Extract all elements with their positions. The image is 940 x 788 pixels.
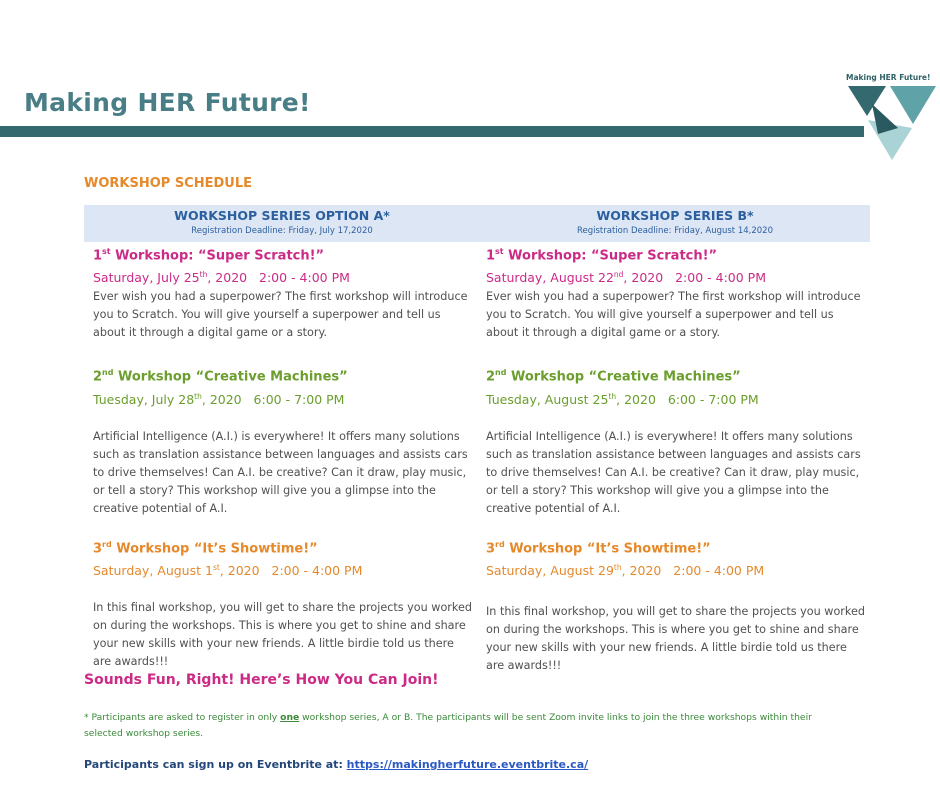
workshop-title: 1st Workshop: “Super Scratch!” [486,247,718,264]
join-heading: Sounds Fun, Right! Here’s How You Can Join! [84,672,439,688]
page-title: Making HER Future! [24,88,311,117]
series-b-deadline: Registration Deadline: Friday, August 14,2020 [576,226,773,236]
workshop-2 [93,364,475,517]
series-b-header [480,205,870,242]
header-bar [0,126,864,137]
logo-icon [838,84,938,160]
series-a-heading: WORKSHOP SERIES OPTION A* [174,208,390,223]
workshop-title: 1st Workshop: “Super Scratch!” [93,247,325,264]
workshop-date: Saturday, August 1st, 2020 2:00 - 4:00 PM [93,563,363,579]
eventbrite-link[interactable]: https://makingherfuture.eventbrite.ca/ [346,758,589,771]
workshop-description: In this final workshop, you will get to share the projects you worked on during the workshops. This is where you get to shine and share your new skills with your new friends. A little birdie told us there are awards!!! [486,605,865,673]
series-a-deadline: Registration Deadline: Friday, July 17,2020 [191,226,373,236]
signup-line: Participants can sign up on Eventbrite at: https://makingherfuture.eventbrite.ca/ [84,758,589,771]
workshop-3 [486,536,868,675]
series-b-column [486,243,868,675]
series-a-column [93,243,475,671]
workshop-description: Ever wish you had a superpower? The first workshop will introduce you to Scratch. You will give yourself a superpower and tell us about it through a digital game or a story. [93,290,468,340]
workshop-1 [93,243,475,342]
workshop-description: Artificial Intelligence (A.I.) is everywhere! It offers many solutions such as translation assistance between languages and assists cars to drive themselves! Can A.I. be creative? Can it draw, play music, or tell a story? This workshop will give you a glimpse into the creative potential of A.I. [93,429,468,515]
workshop-title: 3rd Workshop “It’s Showtime!” [486,539,711,557]
workshop-title: 2nd Workshop “Creative Machines” [486,368,741,385]
section-title: WORKSHOP SCHEDULE [84,176,252,191]
workshop-description: Artificial Intelligence (A.I.) is everywhere! It offers many solutions such as translation assistance between languages and assists cars to drive themselves! Can A.I. be creative? Can it draw, play music, or tell a story? This workshop will give you a glimpse into the creative potential of A.I. [486,429,861,515]
registration-note: * Participants are asked to register in only one workshop series, A or B. The participants will be sent Zoom invite links to join the three workshops within their selected workshop series. [84,712,812,739]
workshop-date: Saturday, July 25th, 2020 2:00 - 4:00 PM [93,270,350,286]
workshop-date: Tuesday, July 28th, 2020 6:00 - 7:00 PM [93,391,345,407]
workshop-date: Saturday, August 22nd, 2020 2:00 - 4:00 PM [486,270,766,286]
workshop-description: In this final workshop, you will get to share the projects you worked on during the workshops. This is where you get to shine and share your new skills with your new friends. A little birdie told us there are awards!!! [93,601,472,669]
workshop-date: Tuesday, August 25th, 2020 6:00 - 7:00 PM [486,391,759,407]
workshop-1 [486,243,868,342]
workshop-date: Saturday, August 29th, 2020 2:00 - 4:00 PM [486,563,765,579]
workshop-2 [486,364,868,517]
note-emphasis: one [280,712,300,723]
workshop-title: 3rd Workshop “It’s Showtime!” [93,539,318,557]
workshop-description: Ever wish you had a superpower? The first workshop will introduce you to Scratch. You will give yourself a superpower and tell us about it through a digital game or a story. [486,290,861,340]
series-b-heading: WORKSHOP SERIES B* [596,208,754,223]
series-a-header [84,205,480,242]
workshop-title: 2nd Workshop “Creative Machines” [93,368,348,385]
logo-text: Making HER Future! [846,73,931,82]
workshop-3 [93,536,475,671]
